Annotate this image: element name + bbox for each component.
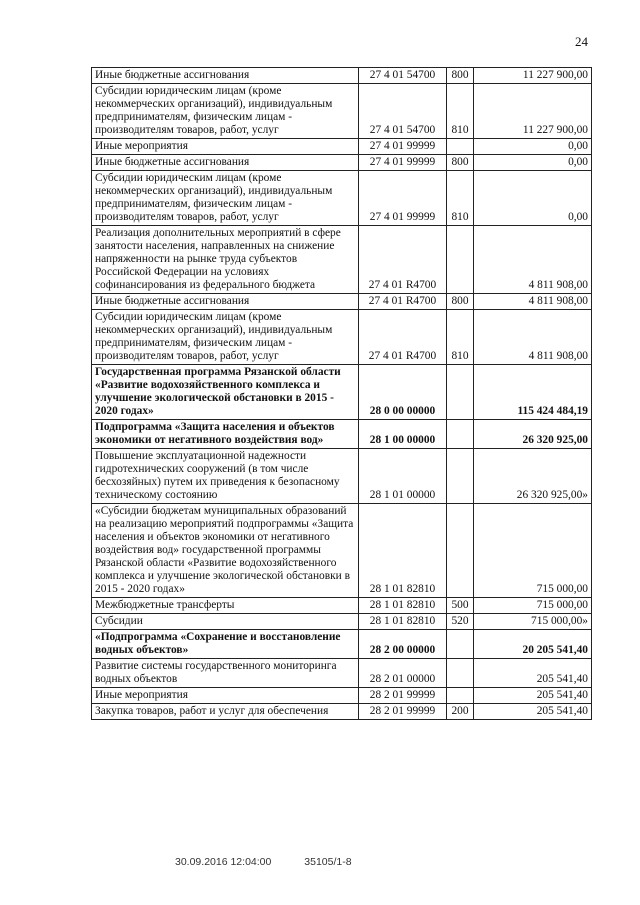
- cell-code: 28 1 01 82810: [359, 614, 447, 630]
- table-row: [92, 688, 592, 704]
- table-row: [92, 504, 592, 598]
- cell-sum: 0,00: [474, 171, 592, 226]
- cell-sum: 4 811 908,00: [474, 310, 592, 365]
- cell-vr: [447, 226, 474, 294]
- cell-sum: 715 000,00: [474, 598, 592, 614]
- cell-name: Иные бюджетные ассигнования: [92, 294, 359, 310]
- cell-code: 28 1 00 00000: [359, 420, 447, 449]
- cell-code: 27 4 01 54700: [359, 84, 447, 139]
- cell-sum: 205 541,40: [474, 659, 592, 688]
- cell-sum: 715 000,00: [474, 504, 592, 598]
- footer-datetime: 30.09.2016 12:04:00: [175, 856, 272, 868]
- budget-table: [91, 67, 592, 720]
- footer-doc-id: 35105/1-8: [304, 856, 352, 868]
- cell-name: Субсидии юридическим лицам (кроме некоммерческих организаций), индивидуальным предпринимателям, физическим лицам - производителям товаров, работ, услуг: [92, 171, 359, 226]
- document-footer: [175, 856, 382, 868]
- cell-name: Подпрограмма «Защита населения и объектов экономики от негативного воздействия вод»: [92, 420, 359, 449]
- table-row: [92, 139, 592, 155]
- cell-code: 28 1 01 82810: [359, 504, 447, 598]
- cell-code: 28 0 00 00000: [359, 365, 447, 420]
- cell-vr: [447, 449, 474, 504]
- cell-name: Субсидии юридическим лицам (кроме некоммерческих организаций), индивидуальным предпринимателям, физическим лицам - производителям товаров, работ, услуг: [92, 84, 359, 139]
- cell-name: Субсидии юридическим лицам (кроме некоммерческих организаций), индивидуальным предпринимателям, физическим лицам - производителям товаров, работ, услуг: [92, 310, 359, 365]
- cell-code: 27 4 01 99999: [359, 171, 447, 226]
- budget-table-body: [92, 68, 592, 720]
- cell-name: Межбюджетные трансферты: [92, 598, 359, 614]
- cell-vr: [447, 365, 474, 420]
- cell-sum: 0,00: [474, 155, 592, 171]
- table-row: [92, 226, 592, 294]
- cell-vr: 800: [447, 68, 474, 84]
- cell-code: 28 2 01 99999: [359, 688, 447, 704]
- cell-vr: [447, 688, 474, 704]
- table-row: [92, 598, 592, 614]
- table-row: [92, 420, 592, 449]
- cell-sum: 11 227 900,00: [474, 84, 592, 139]
- table-row: [92, 614, 592, 630]
- cell-vr: [447, 630, 474, 659]
- table-row: [92, 630, 592, 659]
- cell-vr: 800: [447, 294, 474, 310]
- cell-sum: 205 541,40: [474, 688, 592, 704]
- table-row: [92, 294, 592, 310]
- cell-name: Развитие системы государственного мониторинга водных объектов: [92, 659, 359, 688]
- cell-name: Закупка товаров, работ и услуг для обеспечения: [92, 704, 359, 720]
- cell-sum: 0,00: [474, 139, 592, 155]
- cell-name: «Подпрограмма «Сохранение и восстановление водных объектов»: [92, 630, 359, 659]
- page-number: 24: [575, 34, 588, 49]
- cell-name: Повышение эксплуатационной надежности гидротехнических сооружений (в том числе бесхозяйных) путем их приведения к безопасному техническому состоянию: [92, 449, 359, 504]
- cell-code: 28 1 01 82810: [359, 598, 447, 614]
- cell-name: Иные мероприятия: [92, 688, 359, 704]
- cell-name: Иные бюджетные ассигнования: [92, 68, 359, 84]
- cell-code: 28 2 00 00000: [359, 630, 447, 659]
- cell-code: 27 4 01 R4700: [359, 294, 447, 310]
- table-row: [92, 155, 592, 171]
- cell-code: 28 1 01 00000: [359, 449, 447, 504]
- table-row: [92, 659, 592, 688]
- table-row: [92, 171, 592, 226]
- cell-code: 27 4 01 99999: [359, 155, 447, 171]
- cell-code: 27 4 01 99999: [359, 139, 447, 155]
- cell-code: 27 4 01 R4700: [359, 310, 447, 365]
- table-row: [92, 365, 592, 420]
- cell-name: Иные мероприятия: [92, 139, 359, 155]
- cell-vr: [447, 659, 474, 688]
- cell-code: 28 2 01 00000: [359, 659, 447, 688]
- cell-sum: 115 424 484,19: [474, 365, 592, 420]
- cell-vr: 520: [447, 614, 474, 630]
- cell-name: Иные бюджетные ассигнования: [92, 155, 359, 171]
- cell-sum: 4 811 908,00: [474, 294, 592, 310]
- cell-vr: 810: [447, 84, 474, 139]
- cell-vr: [447, 420, 474, 449]
- cell-vr: 200: [447, 704, 474, 720]
- table-row: [92, 68, 592, 84]
- cell-sum: 715 000,00»: [474, 614, 592, 630]
- cell-vr: 810: [447, 171, 474, 226]
- cell-name: «Субсидии бюджетам муниципальных образований на реализацию мероприятий подпрограммы «Защита населения и объектов экономики от негативного воздействия вод» государственной программы Рязанской области «Развитие водохозяйственного комплекса и улучшение экологической обстановки в 2015 - 2020 годах»: [92, 504, 359, 598]
- cell-vr: 810: [447, 310, 474, 365]
- cell-sum: 205 541,40: [474, 704, 592, 720]
- cell-vr: 800: [447, 155, 474, 171]
- cell-sum: 20 205 541,40: [474, 630, 592, 659]
- cell-code: 27 4 01 R4700: [359, 226, 447, 294]
- cell-name: Государственная программа Рязанской области «Развитие водохозяйственного комплекса и улучшение экологической обстановки в 2015 - 2020 годах»: [92, 365, 359, 420]
- cell-sum: 26 320 925,00: [474, 420, 592, 449]
- table-row: [92, 704, 592, 720]
- table-row: [92, 449, 592, 504]
- cell-code: 27 4 01 54700: [359, 68, 447, 84]
- cell-vr: [447, 139, 474, 155]
- cell-sum: 26 320 925,00»: [474, 449, 592, 504]
- cell-vr: 500: [447, 598, 474, 614]
- cell-name: Реализация дополнительных мероприятий в сфере занятости населения, направленных на снижение напряженности на рынке труда субъектов Российской Федерации на условиях софинансирования из федерального бюджета: [92, 226, 359, 294]
- cell-sum: 4 811 908,00: [474, 226, 592, 294]
- table-row: [92, 310, 592, 365]
- cell-code: 28 2 01 99999: [359, 704, 447, 720]
- table-row: [92, 84, 592, 139]
- cell-name: Субсидии: [92, 614, 359, 630]
- cell-vr: [447, 504, 474, 598]
- cell-sum: 11 227 900,00: [474, 68, 592, 84]
